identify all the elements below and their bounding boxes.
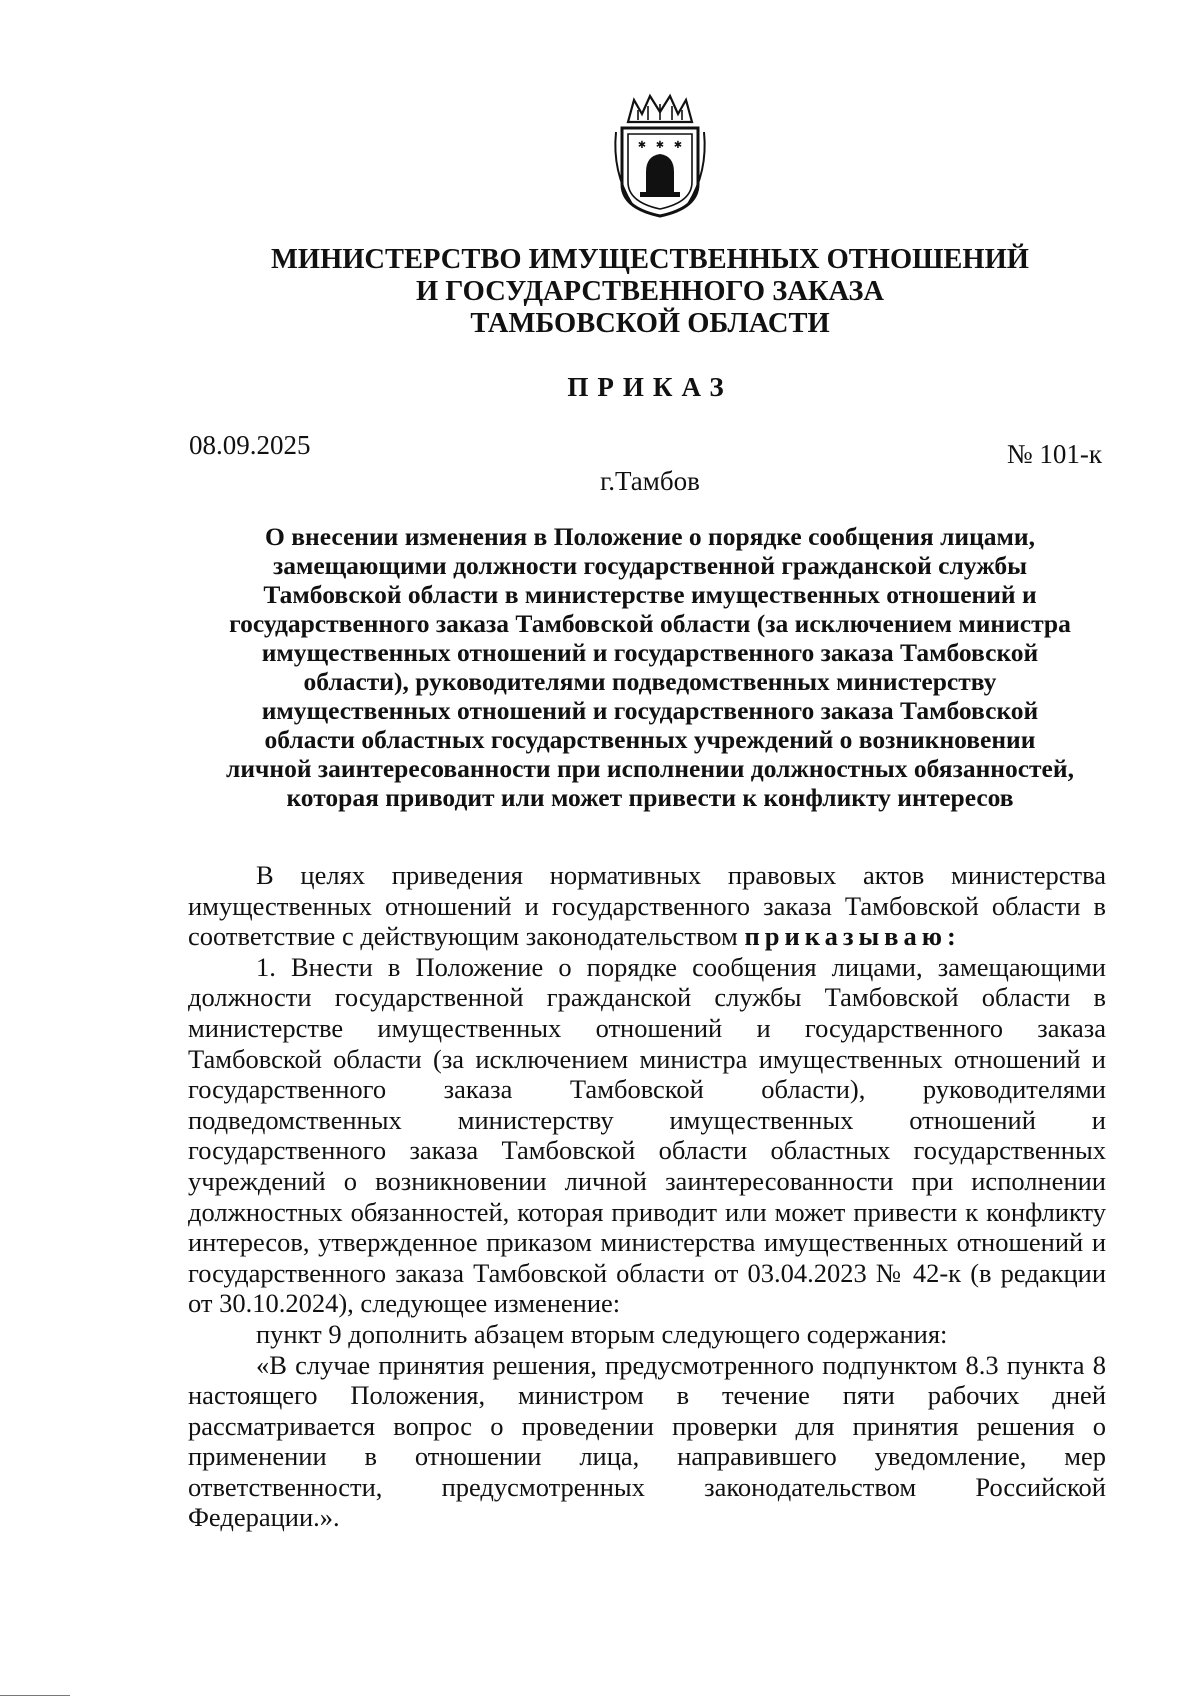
ministry-name xyxy=(150,244,1150,340)
footer-divider xyxy=(0,1695,70,1696)
order-number: № 101-к xyxy=(1006,439,1102,469)
order-subject xyxy=(170,522,1130,812)
svg-text:✱: ✱ xyxy=(655,140,665,151)
subject-line: области областных государственных учреждений о возникновении xyxy=(264,725,1036,754)
subject-line: личной заинтересованности при исполнении должностных обязанностей, xyxy=(226,754,1074,783)
quoted-amendment-paragraph: «В случае принятия решения, предусмотренного подпунктом 8.3 пункта 8 настоящего Положения, министром в течение пяти рабочих дней рассматривается вопрос о проведении проверки для принятия решения о применении в отношении лица, направившего уведомление, мер ответственности, предусмотренных законодательством Российской Федерации.». xyxy=(188,1349,1106,1533)
preamble-paragraph xyxy=(188,860,1106,952)
svg-text:✱: ✱ xyxy=(637,140,647,151)
order-city: г.Тамбов xyxy=(600,466,700,496)
subject-line: государственного заказа Тамбовской области (за исключением министра xyxy=(229,609,1071,638)
subject-line: Тамбовской области в министерстве имущественных отношений и xyxy=(263,580,1037,609)
preamble-text: В целях приведения нормативных правовых актов министерства имущественных отношений и государственного заказа Тамбовской области в соответствие с действующим законодательством xyxy=(188,860,1106,952)
svg-text:✱: ✱ xyxy=(673,140,683,151)
decree-word: приказываю: xyxy=(744,921,961,952)
subject-line: имущественных отношений и государственного заказа Тамбовской xyxy=(261,638,1039,667)
subject-line: О внесении изменения в Положение о порядке сообщения лицами, xyxy=(265,522,1035,551)
tambov-coat-of-arms-emblem xyxy=(608,92,712,220)
subject-line: которая приводит или может привести к конфликту интересов xyxy=(286,783,1014,812)
ministry-line-3: ТАМБОВСКОЙ ОБЛАСТИ xyxy=(470,308,830,339)
item-1-paragraph: 1. Внести в Положение о порядке сообщения лицами, замещающими должности государственной гражданской службы Тамбовской области в министерстве имущественных отношений и государственного заказа Тамбовской области (за исключением министра имущественных отношений и государственного заказа Тамбовской области), руководителями подведомственных министерству имущественных отношений и государственного заказа Тамбовской области областных государственных учреждений о возникновении личной заинтересованности при исполнении должностных обязанностей, которая приводит или может привести к конфликту интересов, утвержденное приказом министерства имущественных отношений и государственного заказа Тамбовской области от 03.04.2023 № 42-к (в редакции от 30.10.2024), следующее изменение: xyxy=(188,951,1106,1319)
subject-line: области), руководителями подведомственных министерству xyxy=(303,667,997,696)
ministry-line-1: МИНИСТЕРСТВО ИМУЩЕСТВЕННЫХ ОТНОШЕНИЙ xyxy=(271,244,1029,275)
order-body xyxy=(188,860,1106,1533)
subject-line: замещающими должности государственной гражданской службы xyxy=(272,551,1028,580)
order-date: 08.09.2025 xyxy=(189,430,311,460)
order-title: ПРИКАЗ xyxy=(567,372,733,402)
subject-line: имущественных отношений и государственного заказа Тамбовской xyxy=(261,696,1039,725)
ministry-line-2: И ГОСУДАРСТВЕННОГО ЗАКАЗА xyxy=(415,276,885,307)
item-1-sub-paragraph: пункт 9 дополнить абзацем вторым следующего содержания: xyxy=(256,1318,948,1349)
